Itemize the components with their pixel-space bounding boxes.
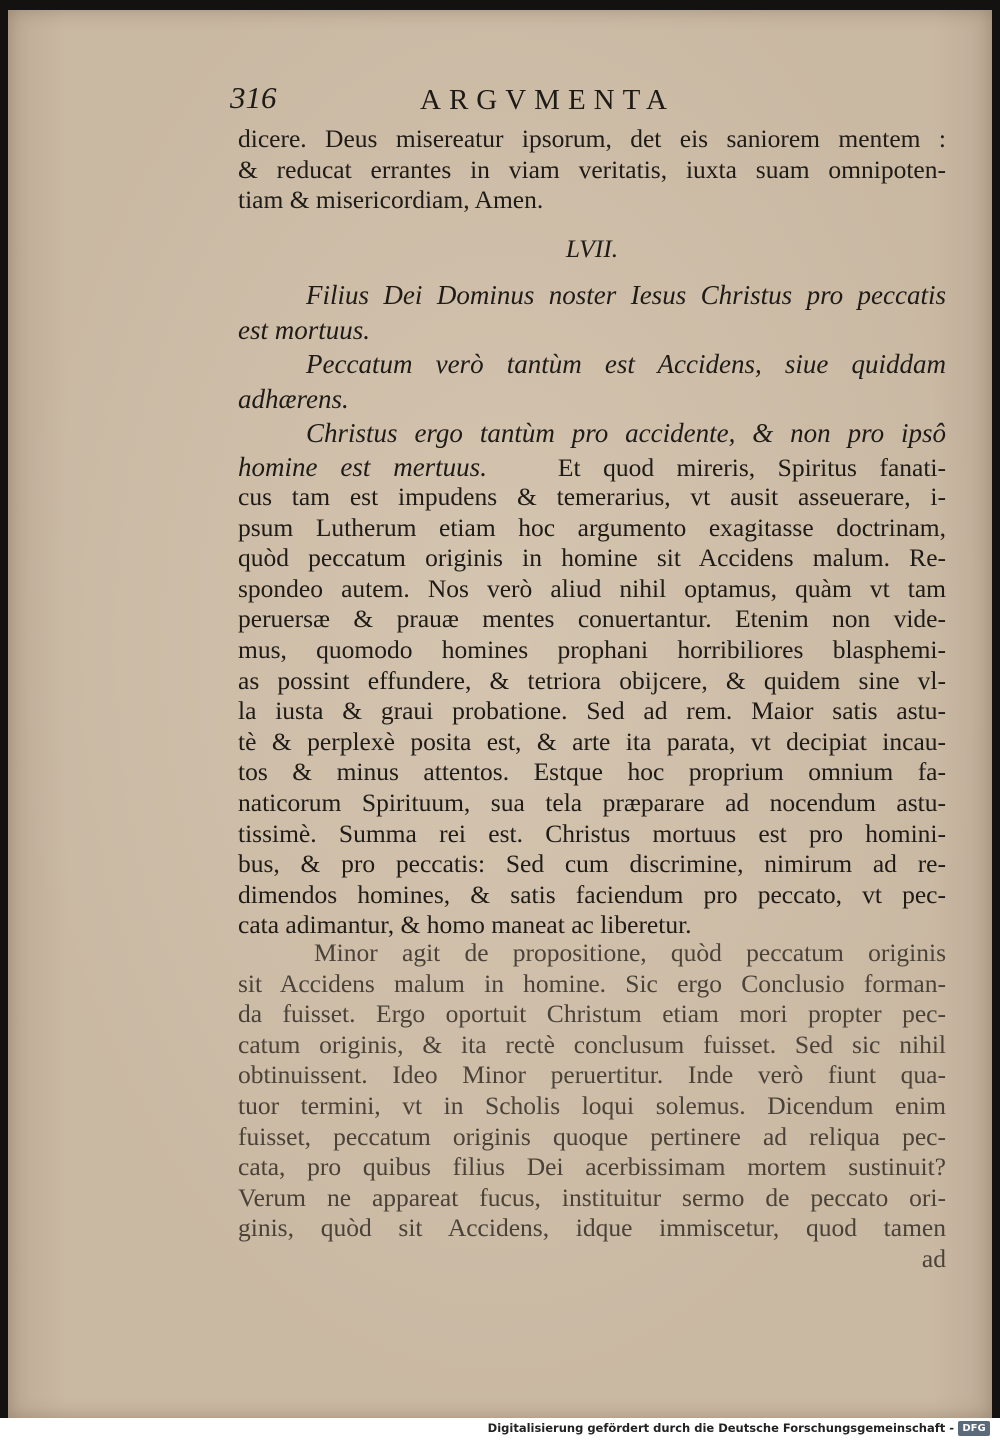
section-heading-block	[238, 234, 946, 265]
text-line: da fuisset. Ergo oportuit Christum etiam mori propter pec-	[238, 999, 946, 1029]
footer-bar	[0, 1418, 1000, 1440]
text-line: dicere. Deus misereatur ipsorum, det eis saniorem mentem :	[238, 124, 946, 153]
text-line: tissimè. Summa rei est. Christus mortuus est pro homini-	[238, 818, 946, 848]
text-line: tos & minus attentos. Estque hoc proprium omnium fa-	[238, 757, 946, 787]
text-line: cata adimantur, & homo maneat ac liberetur.	[238, 910, 692, 940]
syllogism-line: Filius Dei Dominus noster Iesus Christus pro peccatis	[306, 280, 946, 310]
text-line: cata, pro quibus filius Dei acerbissimam mortem sustinuit?	[238, 1152, 946, 1182]
section-number: LVII.	[565, 234, 619, 263]
text-block-2	[238, 482, 946, 941]
syllogism-line: Peccatum verò tantùm est Accidens, siue quiddam	[306, 349, 946, 379]
italic-phrase: homine est mertuus.	[238, 452, 487, 482]
text-line: psum Lutherum etiam hoc argumento exagitasse doctrinam,	[238, 512, 946, 542]
text-line: cus tam est impudens & temerarius, vt ausit asseuerare, i-	[238, 482, 946, 511]
text-block-3	[238, 938, 946, 1275]
running-head: ARGVMENTA	[420, 84, 675, 116]
text-line: tè & perplexè posita est, & arte ita parata, vt decipiat incau-	[238, 726, 946, 756]
text-line: obtinuissent. Ideo Minor peruertitur. Inde verò fiunt qua-	[238, 1060, 946, 1090]
text-line: spondeo autem. Nos verò aliud nihil optamus, quàm vt tam	[238, 573, 946, 603]
text-line: as possint effundere, & tetriora obijcere, & quidem sine vl-	[238, 665, 946, 695]
text-block-1	[238, 124, 946, 216]
scanned-page	[8, 10, 992, 1418]
dfg-logo-icon: DFG	[958, 1421, 990, 1436]
text-line: tiam & misericordiam, Amen.	[238, 185, 544, 215]
mixed-line	[238, 452, 946, 483]
text-line: Minor agit de propositione, quòd peccatum originis	[314, 938, 946, 967]
roman-phrase: Et quod mireris, Spiritus fanati-	[557, 453, 947, 482]
text-line: peruersæ & prauæ mentes conuertantur. Etenim non vide-	[238, 604, 946, 634]
text-line: Verum ne appareat fucus, instituitur sermo de peccato ori-	[238, 1182, 946, 1212]
syllogism-line: Christus ergo tantùm pro accidente, & non pro ipsô	[306, 418, 946, 448]
text-line: sit Accidens malum in homine. Sic ergo Conclusio forman-	[238, 968, 946, 998]
italic-syllogism	[238, 278, 946, 451]
page-number: 316	[230, 80, 277, 115]
text-line: bus, & pro peccatis: Sed cum discrimine, nimirum ad re-	[238, 849, 946, 879]
funding-credit: Digitalisierung gefördert durch die Deutsche Forschungsgemeinschaft -	[487, 1421, 954, 1435]
text-line: fuisset, peccatum originis quoque pertinere ad reliqua pec-	[238, 1121, 946, 1151]
text-line: & reducat errantes in viam veritatis, iuxta suam omnipoten-	[238, 154, 946, 184]
text-line: dimendos homines, & satis faciendum pro peccato, vt pec-	[238, 879, 946, 909]
text-line: quòd peccatum originis in homine sit Accidens malum. Re-	[238, 543, 946, 573]
text-line: naticorum Spirituum, sua tela præparare ad nocendum astu-	[238, 787, 946, 817]
text-line: catum originis, & ita rectè conclusum fuisset. Sed sic nihil	[238, 1029, 946, 1059]
syllogism-line: adhærens.	[238, 383, 349, 414]
catchword: ad	[921, 1243, 946, 1273]
syllogism-line: est mortuus.	[238, 314, 371, 345]
text-line: tuor termini, vt in Scholis loqui solemus. Dicendum enim	[238, 1090, 946, 1120]
text-line: ginis, quòd sit Accidens, idque immiscetur, quod tamen	[238, 1213, 946, 1243]
text-line: mus, quomodo homines prophani horribiliores blasphemi-	[238, 634, 946, 664]
text-line: la iusta & graui probatione. Sed ad rem. Maior satis astu-	[238, 696, 946, 726]
